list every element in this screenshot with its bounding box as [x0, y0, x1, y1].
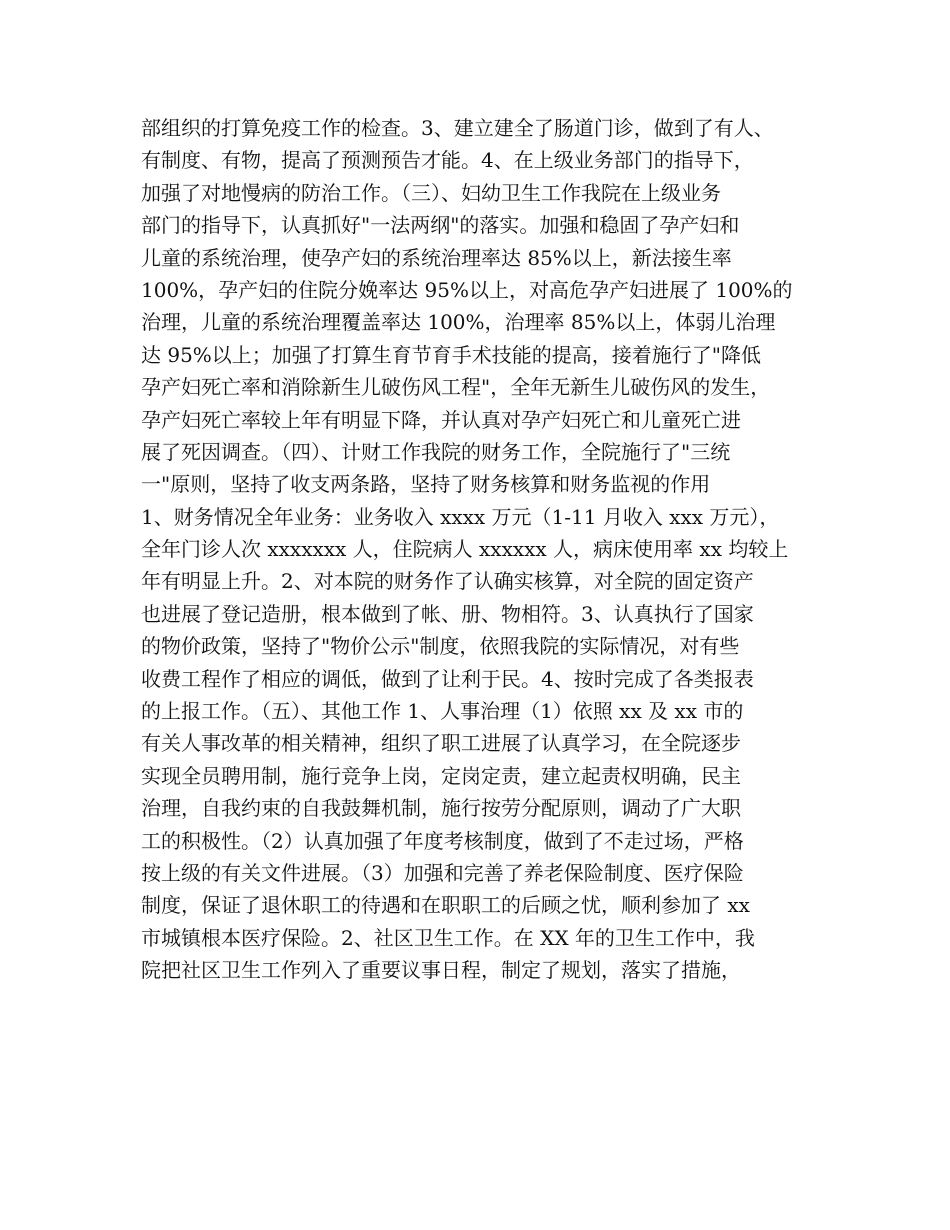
text-line: 展了死因调查。（四）、计财工作我院的财务工作，全院施行了"三统 — [141, 439, 731, 464]
text-line: 的上报工作。（五）、其他工作 1、人事治理（1）依照 xx 及 xx 市的 — [141, 699, 744, 724]
text-line: 加强了对地慢病的防治工作。（三）、妇幼卫生工作我院在上级业务 — [141, 180, 721, 205]
text-line: 按上级的有关文件进展。（3）加强和完善了养老保险制度、医疗保险 — [141, 860, 744, 885]
text-line: 的物价政策，坚持了"物价公示"制度，依照我院的实际情况，对有些 — [141, 634, 740, 659]
text-line: 部门的指导下，认真抓好"一法两纲"的落实。加强和稳固了孕产妇和 — [141, 213, 740, 238]
text-line: 也进展了登记造册，根本做到了帐、册、物相符。3、认真执行了国家 — [141, 601, 754, 626]
text-line: 儿童的系统治理，使孕产妇的系统治理率达 85%以上，新法接生率 — [141, 245, 732, 270]
text-line: 实现全员聘用制，施行竞争上岗，定岗定责，建立起责权明确，民主 — [141, 763, 741, 788]
text-line: 治理，自我约束的自我鼓舞机制，施行按劳分配原则，调动了广大职 — [141, 796, 741, 821]
body-text — [141, 112, 841, 987]
text-line: 1、财务情况全年业务：业务收入 xxxx 万元（1-11 月收入 xxx 万元）， — [141, 504, 780, 529]
text-line: 年有明显上升。2、对本院的财务作了认确实核算，对全院的固定资产 — [141, 569, 754, 594]
text-line: 孕产妇死亡率和消除新生儿破伤风工程"，全年无新生儿破伤风的发生， — [141, 375, 771, 400]
text-line: 有制度、有物，提高了预测预告才能。4、在上级业务部门的指导下， — [141, 148, 754, 173]
text-line: 有关人事改革的相关精神，组织了职工进展了认真学习，在全院逐步 — [141, 731, 741, 756]
text-line: 全年门诊人次 xxxxxxx 人，住院病人 xxxxxx 人，病床使用率 xx 均较上 — [141, 537, 789, 562]
text-line: 部组织的打算免疫工作的检查。3、建立建全了肠道门诊，做到了有人、 — [141, 116, 774, 140]
text-line: 工的积极性。（2）认真加强了年度考核制度，做到了不走过场，严格 — [141, 828, 744, 853]
text-line: 孕产妇死亡率较上年有明显下降，并认真对孕产妇死亡和儿童死亡进 — [141, 407, 741, 432]
text-line: 治理，儿童的系统治理覆盖率达 100%，治理率 85%以上，体弱儿治理 — [141, 310, 776, 335]
text-line: 制度，保证了退休职工的待遇和在职职工的后顾之忧，顺利参加了 xx — [141, 893, 750, 918]
text-line: 达 95%以上；加强了打算生育节育手术技能的提高，接着施行了"降低 — [141, 342, 762, 367]
text-line: 100%，孕产妇的住院分娩率达 95%以上，对高危孕产妇进展了 100%的 — [141, 277, 793, 302]
text-line: 市城镇根本医疗保险。2、社区卫生工作。在 XX 年的卫生工作中，我 — [141, 925, 755, 950]
text-line: 院把社区卫生工作列入了重要议事日程，制定了规划，落实了措施， — [141, 958, 741, 983]
text-line: 收费工程作了相应的调低，做到了让利于民。4、按时完成了各类报表 — [141, 666, 754, 691]
text-line: 一"原则，坚持了收支两条路，坚持了财务核算和财务监视的作用 — [141, 472, 711, 497]
